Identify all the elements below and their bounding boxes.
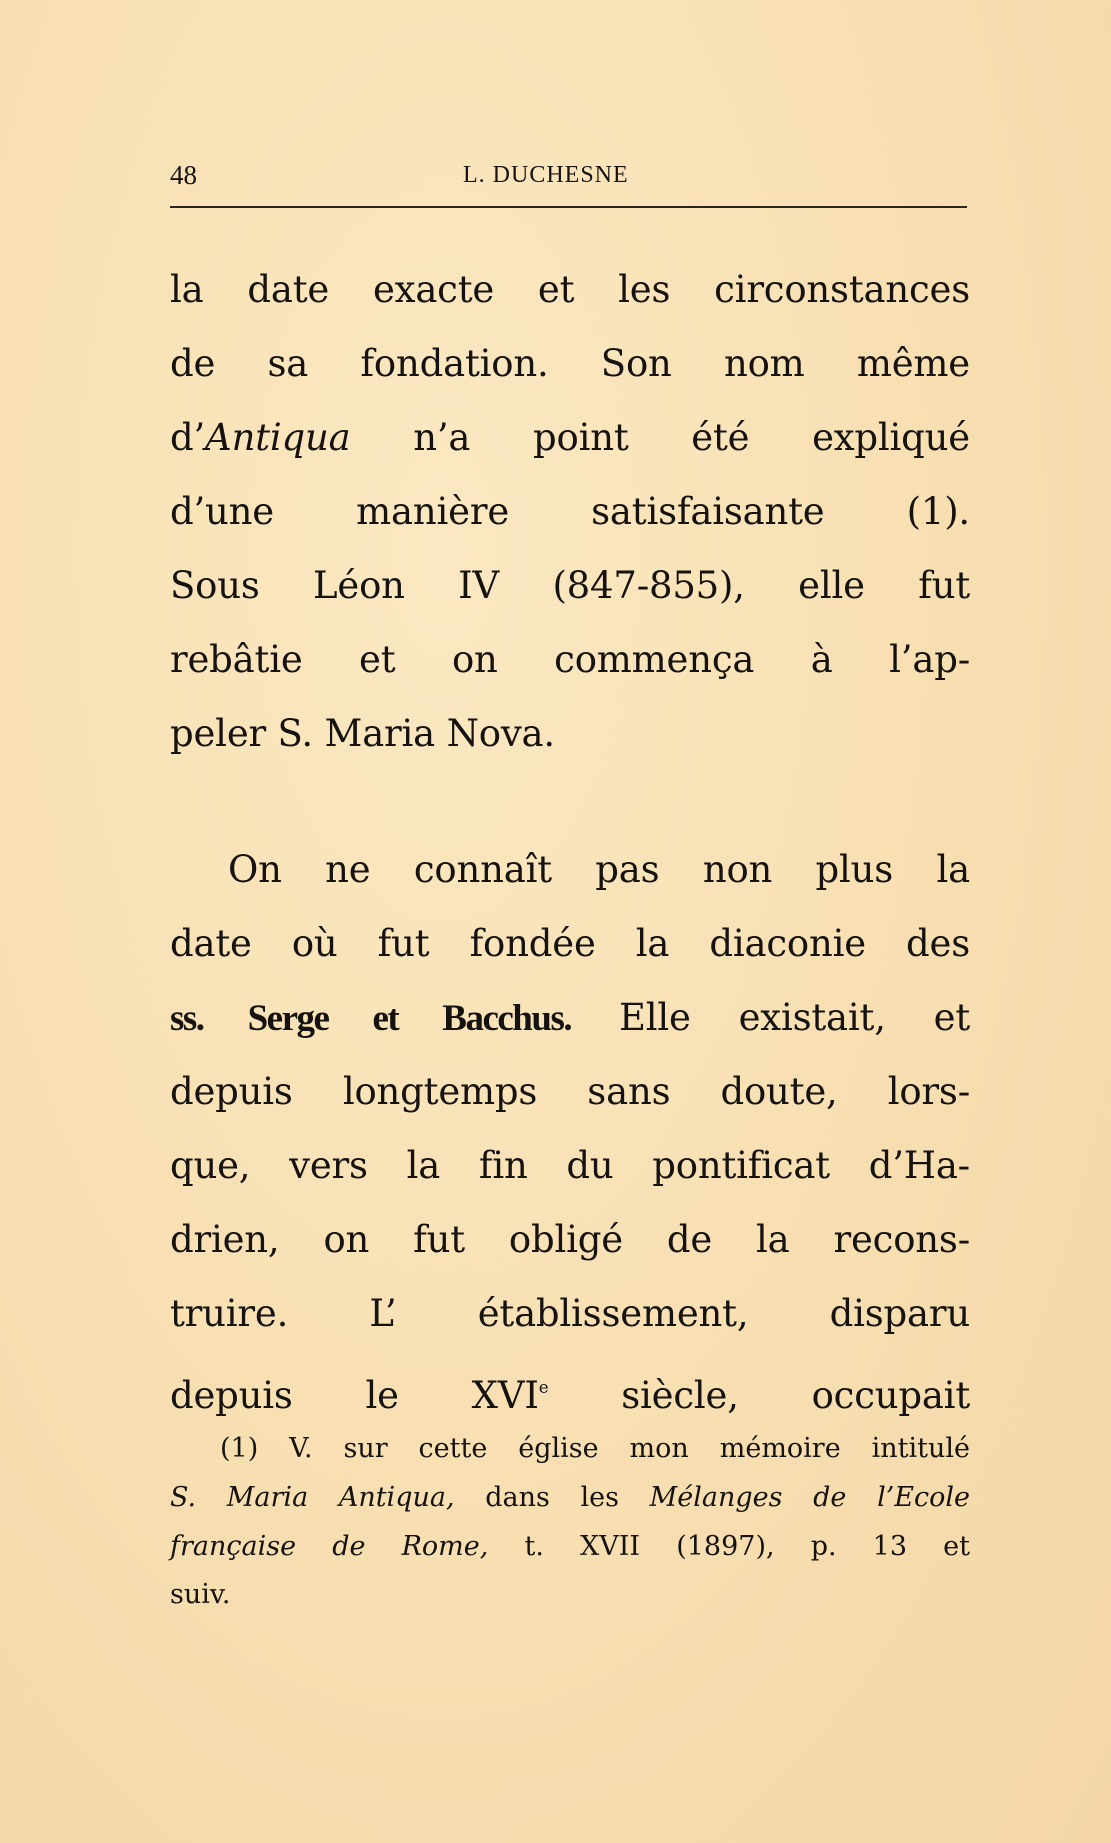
text-line: de sa fondation. Son nom même [170,342,970,385]
text-line [170,1366,970,1418]
footnote-line: (1) V. sur cette église mon mémoire intitulé [220,1433,970,1464]
footnote-line [170,1530,970,1564]
text-line: drien, on fut obligé de la recons- [170,1218,970,1261]
italic-term: S. Maria Antiqua, [170,1482,455,1513]
italic-term: Antiqua [205,416,351,459]
text-line: date où fut fondée la diaconie des [170,922,970,965]
running-head: L. DUCHESNE [463,162,629,188]
text-line: rebâtie et on commença à l’ap- [170,638,970,681]
text-span: dans les [454,1482,650,1513]
italic-term: française de Rome, [170,1531,489,1562]
bold-term: ss. Serge et Bacchus. [170,998,572,1039]
superscript: e [538,1378,549,1397]
text-line: d’une manière satisfaisante (1). [170,490,970,533]
text-line: Sous Léon IV (847-855), elle fut [170,564,970,607]
text-line: On ne connaît pas non plus la [228,848,970,891]
text-span: n’a point été expliqué [350,416,970,459]
text-line: que, vers la fin du pontificat d’Ha- [170,1144,970,1187]
text-line [170,416,970,460]
page-number: 48 [170,160,197,190]
text-span: Elle existait, et [571,996,970,1039]
text-line: la date exacte et les circonstances [170,268,970,311]
text-line: peler S. Maria Nova. [170,712,555,755]
text-line: depuis longtemps sans doute, lors- [170,1070,970,1113]
text-span: depuis le XVI [170,1373,539,1417]
text-span: siècle, occupait [548,1373,970,1417]
italic-term: Mélanges de l’Ecole [649,1482,970,1513]
text-span: t. XVII (1897), p. 13 et [488,1531,970,1562]
text-span: d’ [170,416,206,459]
footnote-line: suiv. [170,1579,231,1610]
header-rule [170,206,967,208]
text-line: truire. L’ établissement, disparu [170,1292,970,1335]
text-line [170,996,970,1041]
footnote-line [170,1481,970,1515]
